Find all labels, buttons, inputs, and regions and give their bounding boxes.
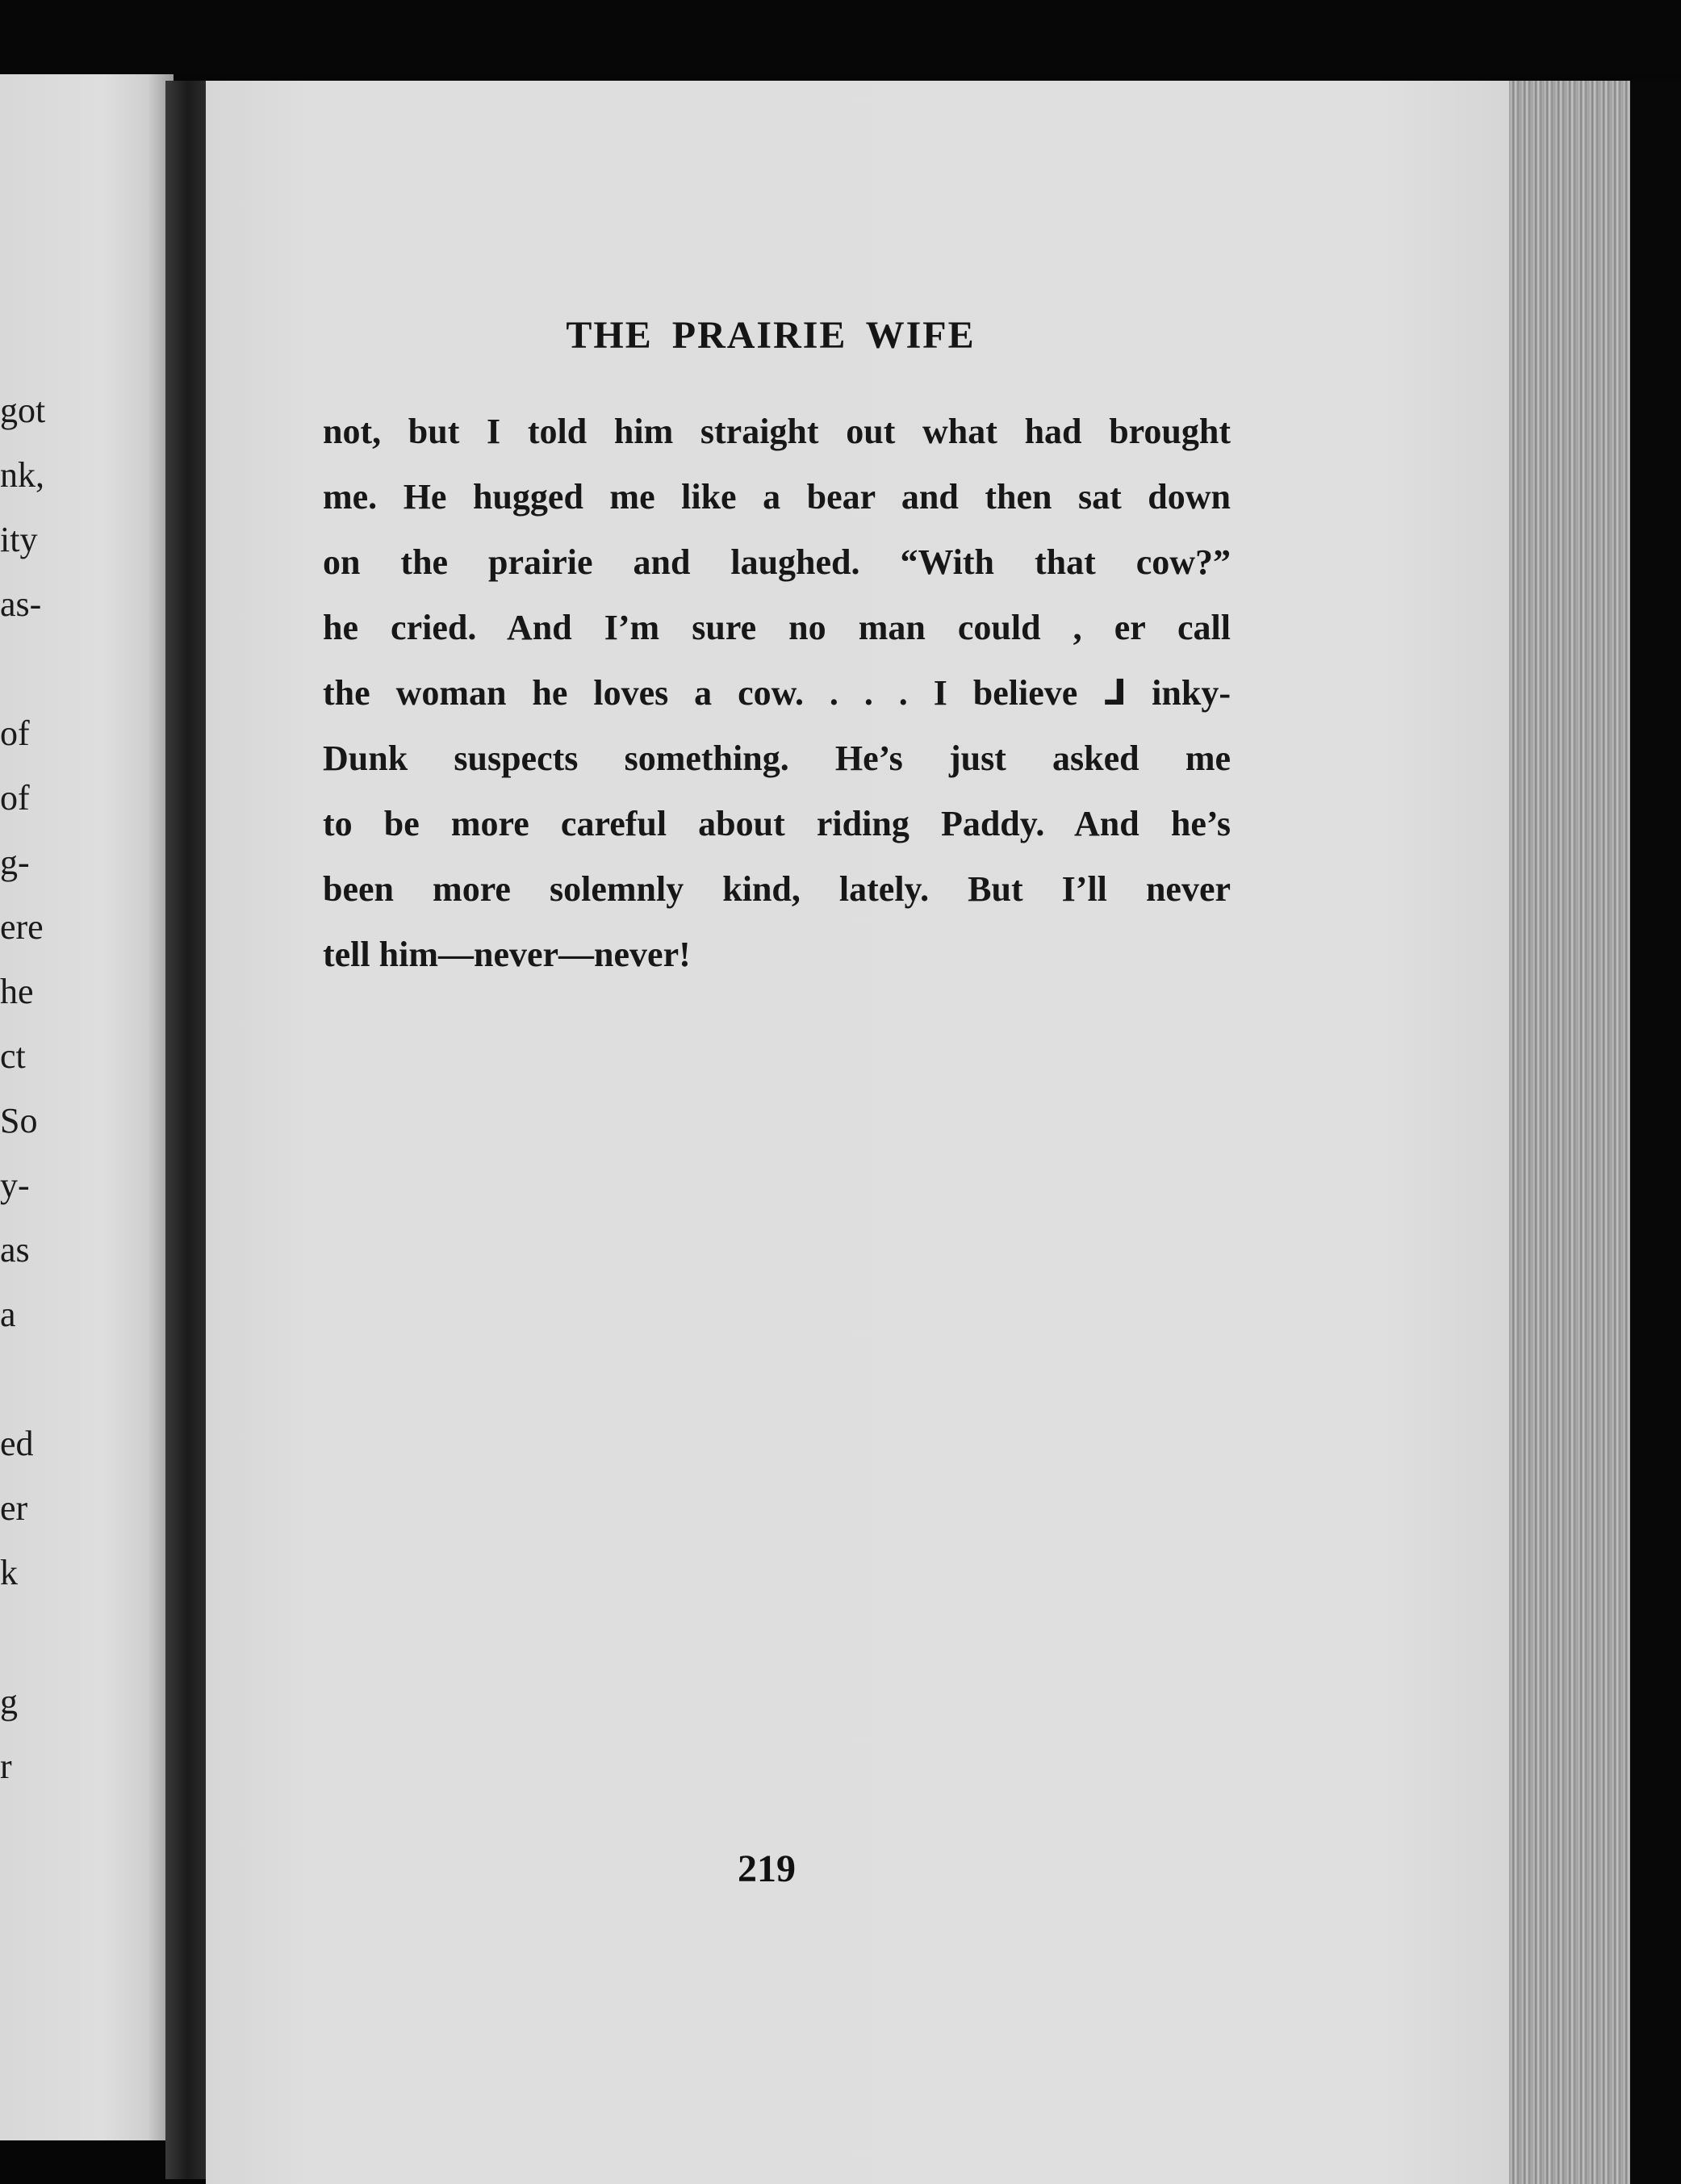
main-page <box>206 81 1513 2184</box>
left-page-fragment: of <box>0 713 30 753</box>
left-page-fragment: ere <box>0 907 44 947</box>
text-line: been more solemnly kind, lately. But I’ll never <box>323 869 1231 909</box>
text-line: he cried. And I’m sure no man could , er call <box>323 608 1231 647</box>
left-page-fragment: a <box>0 1295 16 1334</box>
text-line: the woman he loves a cow. . . . I believe ⅃ inky- <box>323 673 1231 713</box>
left-page-fragment: ed <box>0 1424 34 1463</box>
body-text <box>323 408 1231 996</box>
text-line: me. He hugged me like a bear and then sat down <box>323 477 1231 517</box>
text-line: to be more careful about riding Paddy. And he’s <box>323 804 1231 843</box>
text-line: on the prairie and laughed. “With that cow?” <box>323 542 1231 582</box>
text-line: Dunk suspects something. He’s just asked me <box>323 738 1231 778</box>
left-page-fragment: as <box>0 1230 30 1270</box>
text-line: tell him—never—never! <box>323 935 691 974</box>
left-page-fragment: got <box>0 391 46 430</box>
left-page-fragment: y- <box>0 1165 30 1205</box>
left-page-fragment: g- <box>0 843 30 882</box>
text-line: not, but I told him straight out what had brought <box>323 412 1231 451</box>
left-page-fragment: ity <box>0 520 38 559</box>
left-page-fragment: So <box>0 1101 38 1140</box>
page-number: 219 <box>738 1847 796 1890</box>
left-page-fragment: nk, <box>0 455 44 495</box>
page-edge-stack <box>1509 81 1630 2184</box>
running-head: THE PRAIRIE WIFE <box>566 314 976 357</box>
left-page-fragment: he <box>0 972 34 1011</box>
left-page-fragment: k <box>0 1553 18 1592</box>
left-page-fragment: as- <box>0 584 42 624</box>
book-gutter <box>165 81 210 2179</box>
left-facing-page <box>0 74 174 2140</box>
left-page-fragment: g <box>0 1682 18 1722</box>
scan-right-border <box>1630 81 1681 2184</box>
left-page-fragment: of <box>0 778 30 818</box>
left-page-fragment: ct <box>0 1036 26 1076</box>
left-page-fragment: er <box>0 1488 28 1528</box>
left-page-fragment: r <box>0 1747 12 1786</box>
scan-top-border <box>0 0 1681 73</box>
